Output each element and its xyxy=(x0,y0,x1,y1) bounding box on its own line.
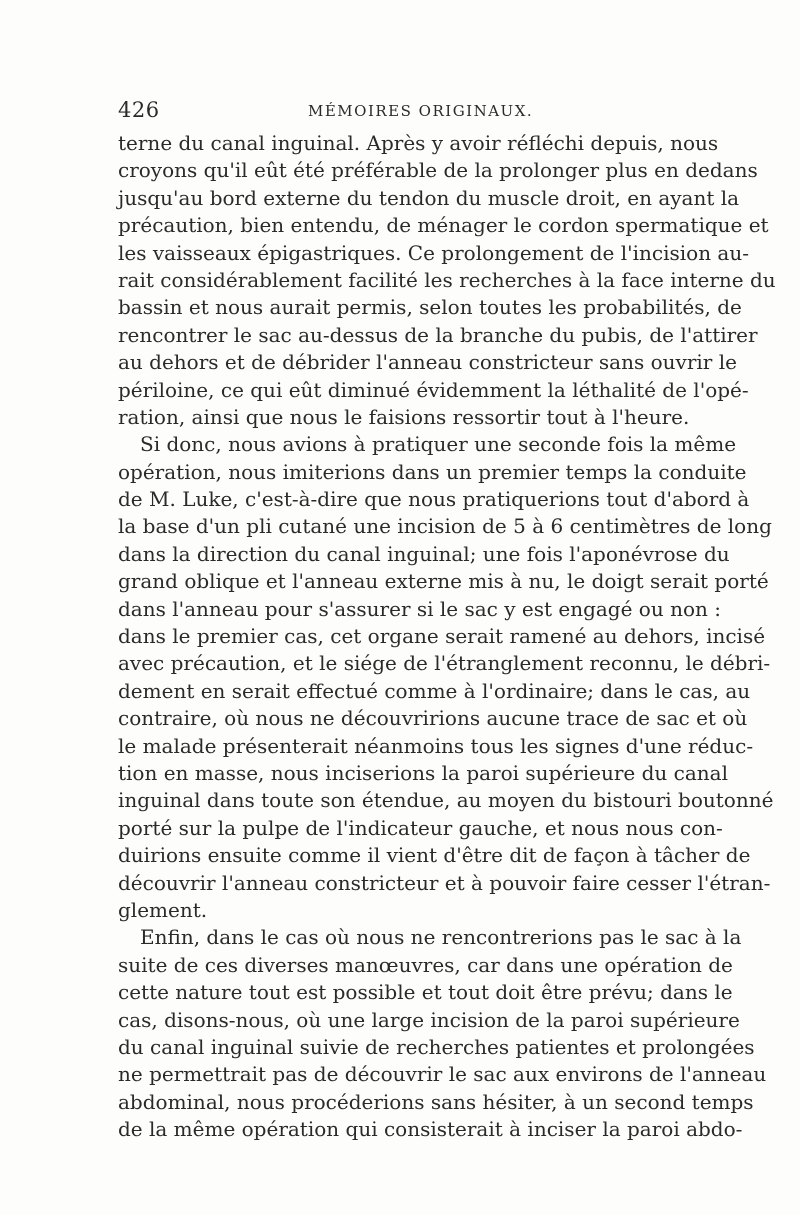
paragraph xyxy=(118,130,776,431)
text-line: découvrir l'anneau constricteur et à pouvoir faire cesser l'étran- xyxy=(118,870,771,895)
text-line: cas, disons-nous, où une large incision de la paroi supérieure xyxy=(118,1007,740,1032)
text-line: au dehors et de débrider l'anneau constricteur sans ouvrir le xyxy=(118,350,737,375)
text-line: porté sur la pulpe de l'indicateur gauche, et nous nous con- xyxy=(118,815,723,840)
text-line: Si donc, nous avions à pratiquer une seconde fois la même xyxy=(140,432,737,457)
text-line: bassin et nous aurait permis, selon toutes les probabilités, de xyxy=(118,295,742,320)
text-line: dans la direction du canal inguinal; une fois l'aponévrose du xyxy=(118,541,730,566)
text-line: rait considérablement facilité les recherches à la face interne du xyxy=(118,267,776,292)
text-line: ration, ainsi que nous le faisions ressortir tout à l'heure. xyxy=(118,404,690,429)
text-line: dans l'anneau pour s'assurer si le sac y est engagé ou non : xyxy=(118,596,721,621)
text-line: inguinal dans toute son étendue, au moyen du bistouri boutonné xyxy=(118,788,774,813)
text-line: du canal inguinal suivie de recherches patientes et prolongées xyxy=(118,1034,755,1059)
paragraph xyxy=(118,924,767,1143)
text-line: jusqu'au bord externe du tendon du muscle droit, en ayant la xyxy=(118,185,740,210)
text-line: terne du canal inguinal. Après y avoir réfléchi depuis, nous xyxy=(118,131,719,155)
text-line: dement en serait effectué comme à l'ordinaire; dans le cas, au xyxy=(118,678,751,703)
text-line: de M. Luke, c'est-à-dire que nous pratiquerions tout d'abord à xyxy=(118,487,750,512)
text-line: de la même opération qui consisterait à inciser la paroi abdo- xyxy=(118,1117,743,1142)
text-line: les vaisseaux épigastriques. Ce prolongement de l'incision au- xyxy=(118,240,749,265)
text-line: grand oblique et l'anneau externe mis à nu, le doigt serait porté xyxy=(118,569,769,594)
page-number: 426 xyxy=(118,98,160,122)
text-line: avec précaution, et le siége de l'étranglement reconnu, le débri- xyxy=(118,651,771,676)
text-line: périloine, ce qui eût diminué évidemment la léthalité de l'opé- xyxy=(118,377,749,402)
text-line: la base d'un pli cutané une incision de 5 à 6 centimètres de long xyxy=(118,514,772,539)
page-header xyxy=(118,98,698,126)
text-line: le malade présenterait néanmoins tous les signes d'une réduc- xyxy=(118,733,754,758)
text-line: précaution, bien entendu, de ménager le cordon spermatique et xyxy=(118,213,769,238)
text-line: rencontrer le sac au-dessus de la branche du pubis, de l'attirer xyxy=(118,322,758,347)
text-line: contraire, où nous ne découvririons aucune trace de sac et où xyxy=(118,706,748,731)
text-line: abdominal, nous procéderions sans hésiter, à un second temps xyxy=(118,1089,754,1114)
body-text xyxy=(118,130,776,1143)
paragraph xyxy=(118,431,774,924)
text-line: opération, nous imiterions dans un premier temps la conduite xyxy=(118,459,747,484)
text-line: ne permettrait pas de découvrir le sac aux environs de l'anneau xyxy=(118,1062,767,1087)
text-line: dans le premier cas, cet organe serait ramené au dehors, incisé xyxy=(118,624,766,649)
text-line: croyons qu'il eût été préférable de la prolonger plus en dedans xyxy=(118,158,758,183)
text-line: suite de ces diverses manœuvres, car dans une opération de xyxy=(118,952,733,977)
text-line: glement. xyxy=(118,897,208,922)
text-line: cette nature tout est possible et tout doit être prévu; dans le xyxy=(118,980,733,1005)
text-line: Enfin, dans le cas où nous ne rencontrerions pas le sac à la xyxy=(140,925,742,950)
text-line: duirions ensuite comme il vient d'être dit de façon à tâcher de xyxy=(118,843,751,868)
text-line: tion en masse, nous inciserions la paroi supérieure du canal xyxy=(118,760,728,785)
running-head: MÉMOIRES ORIGINAUX. xyxy=(308,102,534,120)
